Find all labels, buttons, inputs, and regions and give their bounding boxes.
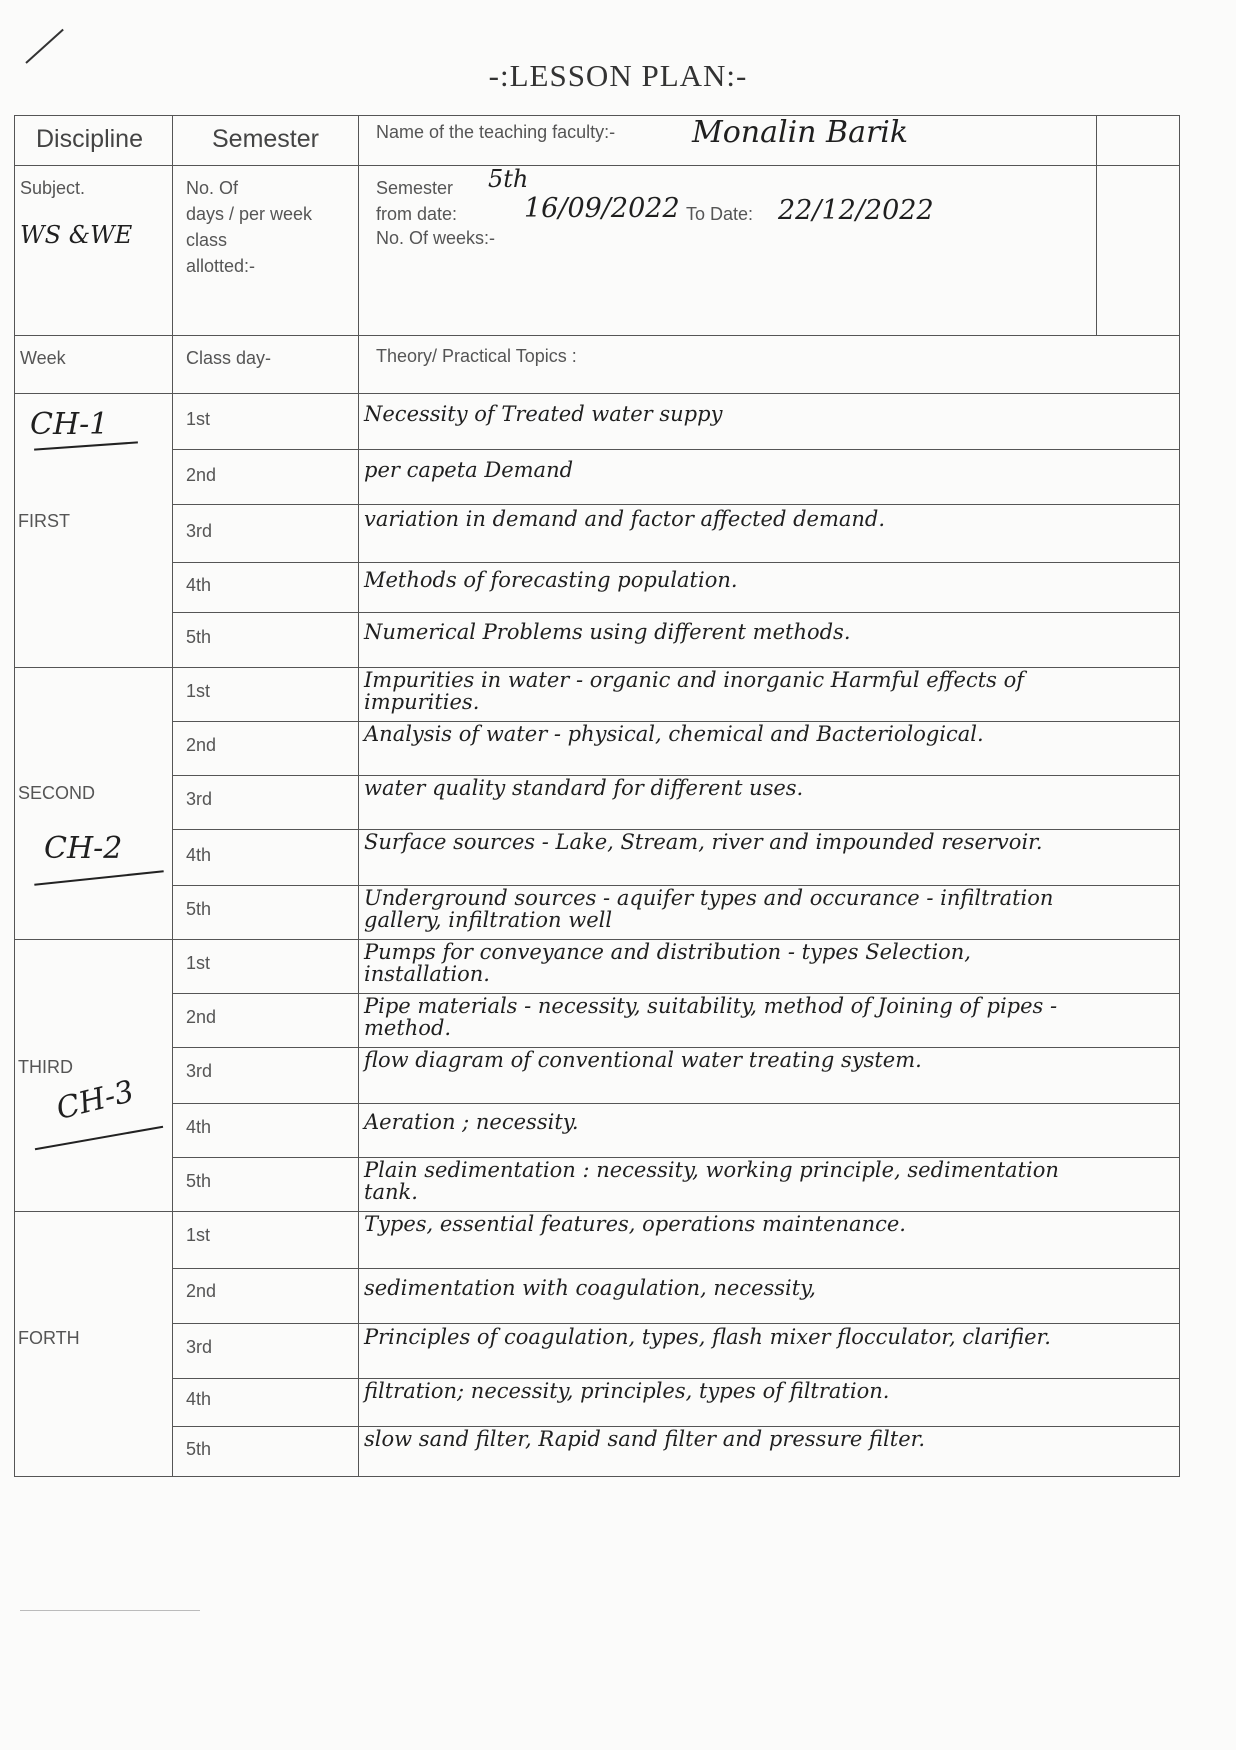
class-day: 5th [186,899,212,919]
semester-header: Semester [212,125,319,153]
topic: slow sand filter, Rapid sand filter and pressure filter. [364,1427,926,1451]
class-day: 5th [186,1439,212,1459]
class-day: 4th [186,845,212,865]
subject-value: WS &WE [20,221,133,249]
week-label-third: THIRD [18,1057,73,1077]
topic: filtration; necessity, principles, types of filtration. [364,1379,890,1403]
semester-label: Semester [376,178,454,198]
topic: flow diagram of conventional water treating system. [364,1048,922,1072]
class-day: 4th [186,1389,212,1409]
topic: Principles of coagulation, types, flash mixer flocculator, clarifier. [364,1325,1051,1349]
weeks-label: No. Of weeks:- [376,228,496,248]
topic: Aeration ; necessity. [364,1110,579,1134]
topic: Methods of forecasting population. [364,568,738,592]
class-day-column-header: Class day- [186,348,272,368]
week-label-second: SECOND [18,783,96,803]
class-day: 5th [186,627,212,647]
topic: Types, essential features, operations maintenance. [364,1212,906,1236]
week-label-first: FIRST [18,511,70,531]
class-day: 2nd [186,465,217,485]
topic: Pumps for conveyance and distribution - types Selection, installation. [364,940,971,986]
discipline-header: Discipline [36,125,143,153]
topic: Analysis of water - physical, chemical and Bacteriological. [364,722,984,746]
class-day: 3rd [186,1337,213,1357]
topic: Plain sedimentation : necessity, working principle, sedimentation tank. [364,1158,1059,1204]
topic: sedimentation with coagulation, necessity, [364,1276,816,1300]
chapter-mark: CH-1 [30,407,109,442]
topic: Impurities in water - organic and inorganic Harmful effects of impurities. [364,668,1025,714]
lesson-plan-table [14,115,1180,1477]
class-day: 1st [186,409,211,429]
class-day: 3rd [186,1061,213,1081]
to-date-label: To Date: [686,204,754,224]
class-day: 2nd [186,1281,217,1301]
topic: Pipe materials - necessity, suitability, method of Joining of pipes - method. [364,994,1058,1040]
class-day: 4th [186,1117,212,1137]
from-date-label: from date: [376,204,458,224]
from-date-value: 16/09/2022 [524,193,680,224]
semester-value: 5th [488,165,529,193]
topic: water quality standard for different uses. [364,776,804,800]
class-day: 1st [186,1225,211,1245]
chapter-mark: CH-3 [52,1074,138,1127]
subject-label: Subject. [20,178,86,198]
class-day: 2nd [186,1007,217,1027]
class-day: 2nd [186,735,217,755]
topics-column-header: Theory/ Practical Topics : [376,346,577,366]
page-title: -:LESSON PLAN:- [488,58,748,93]
days-label: No. Of days / per week class allotted:- [186,178,313,276]
class-day: 1st [186,681,211,701]
class-day: 1st [186,953,211,973]
week-label-forth: FORTH [18,1328,80,1348]
class-day: 4th [186,575,212,595]
class-day: 5th [186,1171,212,1191]
topic: Surface sources - Lake, Stream, river and impounded reservoir. [364,830,1043,854]
topic: variation in demand and factor affected demand. [364,507,886,531]
chapter-mark: CH-2 [44,831,123,866]
topic: per capeta Demand [364,458,574,482]
faculty-name: Monalin Barik [692,115,909,150]
class-day: 3rd [186,521,213,541]
scan-mark [20,1610,200,1611]
week-column-header: Week [20,348,66,368]
class-day: 3rd [186,789,213,809]
topic: Underground sources - aquifer types and occurance - infiltration gallery, infiltration well [364,886,1054,932]
faculty-label: Name of the teaching faculty:- [376,122,616,142]
topic: Necessity of Treated water suppy [364,402,723,426]
topic: Numerical Problems using different methods. [364,620,851,644]
to-date-value: 22/12/2022 [778,195,934,226]
